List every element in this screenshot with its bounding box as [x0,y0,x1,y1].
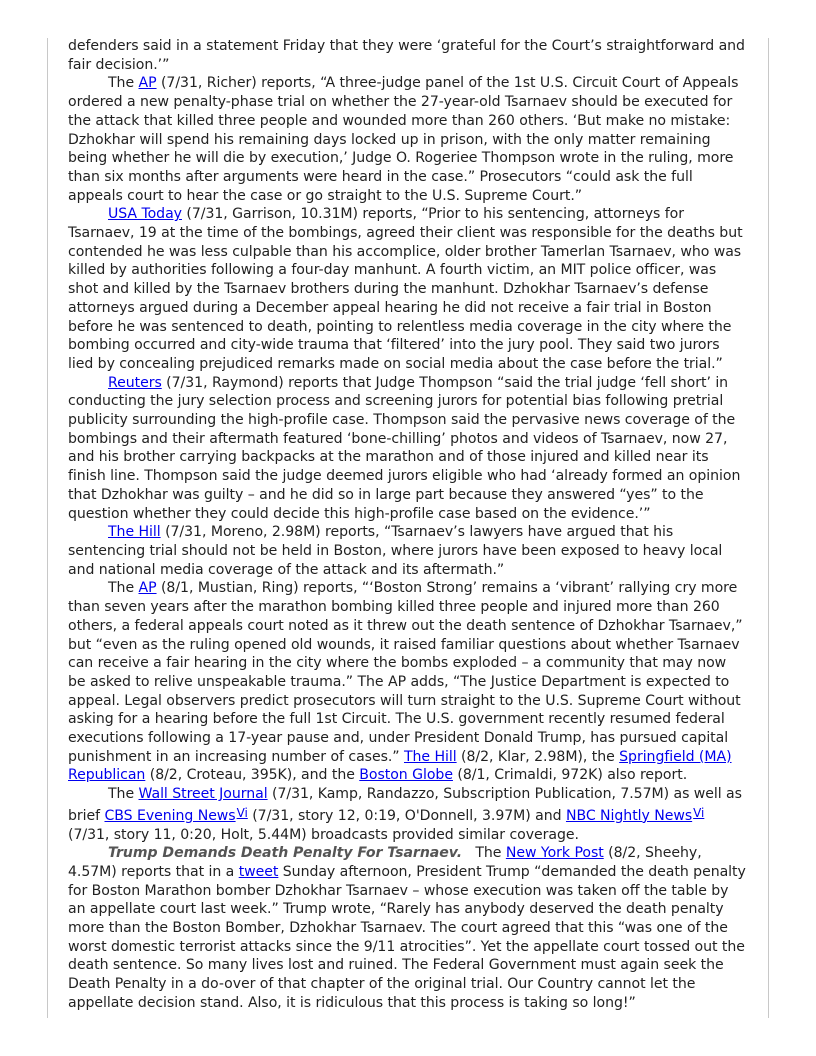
wall-street-journal-link[interactable]: Wall Street Journal [138,786,268,803]
new-york-post-link[interactable]: New York Post [505,845,604,862]
video-icon[interactable]: Vi [236,805,248,820]
paragraph-reuters: Reuters (7/31, Raymond) reports that Judge Thompson “said the trial judge ‘fell short’ in conducting the jury selection process and screening jurors for potential bias following pretrial publicity surrounding the high-profile case. Thompson said the pervasive news coverage of the bombings and their aftermath featured ‘bone-chilling’ photos and videos of Tsarnaev, now 27, and his brother carrying backpacks at the marathon and of those injured and killed near its finish line. Thompson said the judge deemed jurors eligible who had ‘already formed an opinion that Dzhokhar was guilty – and he did so in large part because they answered “yes” to the question whether they could decide this high-profile case based on the evidence.’” [68,374,741,522]
paragraph-ap-mustian: The AP (8/1, Mustian, Ring) reports, “‘Boston Strong’ remains a ‘vibrant’ rallying cry more than seven years after the marathon bombing killed three people and injured more than 260 others, a federal appeals court noted as it threw out the death sentence of Dzhokhar Tsarnaev,” but “even as the ruling opened old wounds, it raised familiar questions about whether Tsarnaev can receive a fair hearing in the city where the bombs exploded – a community that may now be asked to relive unspeakable trauma.” The AP adds, “The Justice Department is expected to appeal. Legal observers predict prosecutors will turn straight to the U.S. Supreme Court without asking for a hearing before the full 1st Circuit. The U.S. government recently resumed federal executions following a 17-year pause and, under President Donald Trump, has pursued capital punishment in an increasing number of cases.” The Hill (8/2, Klar, 2.98M), the Springfield (MA) Republican (8/2, Croteau, 395K), and the Boston Globe (8/1, Crimaldi, 972K) also report. [68,580,743,784]
nbc-nightly-news-link[interactable]: NBC Nightly News [565,807,693,824]
reuters-link[interactable]: Reuters [108,374,162,391]
usa-today-link[interactable]: USA Today [108,206,182,223]
ap-link-2[interactable]: AP [138,580,157,597]
paragraph-the-hill: The Hill (7/31, Moreno, 2.98M) reports, “Tsarnaev’s lawyers have argued that his sentencing trial should not be held in Boston, where jurors have been exposed to heavy local and national media coverage of the attack and its aftermath.” [68,524,723,578]
cbs-evening-news-link[interactable]: CBS Evening News [104,807,236,824]
story-headline: Trump Demands Death Penalty For Tsarnaev. [108,845,463,862]
paragraph-ap-richer: The AP (7/31, Richer) reports, “A three-judge panel of the 1st U.S. Circuit Court of Appeals ordered a new penalty-phase trial on whether the 27-year-old Tsarnaev should be executed for the attack that killed three people and wounded more than 260 others. ‘But make no mistake: Dzhokhar will spend his remaining days locked up in prison, with the only matter remaining being whether he will die by execution,’ Judge O. Rogeriee Thompson wrote in the ruling, more than six months after arguments were heard in the case.” Prosecutors “could ask the full appeals court to hear the case or go straight to the U.S. Supreme Court.” [68,75,739,204]
document-body [68,37,748,1013]
paragraph-trump-tweet: Trump Demands Death Penalty For Tsarnaev. The New York Post (8/2, Sheehy, 4.57M) reports that in a tweet Sunday afternoon, President Trump “demanded the death penalty for Boston Marathon bomber Dzhokhar Tsarnaev – whose execution was taken off the table by an appellate court last week.” Trump wrote, “Rarely has anybody deserved the death penalty more than the Boston Bomber, Dzhokhar Tsarnaev. The court agreed that this “was one of the worst domestic terrorist attacks since the 9/11 atrocities”. Yet the appellate court tossed out the death sentence. So many lives lost and ruined. The Federal Government must again seek the Death Penalty in a do-over of that chapter of the original trial. Our Country cannot let the appellate decision stand. Also, it is ridiculous that this process is taking so long!” [68,845,746,1011]
paragraph-1: defenders said in a statement Friday that they were ‘grateful for the Court’s straightforward and fair decision.’” [68,38,745,73]
video-icon[interactable]: Vi [693,805,705,820]
boston-globe-link[interactable]: Boston Globe [359,767,453,784]
paragraph-usa-today: USA Today (7/31, Garrison, 10.31M) reports, “Prior to his sentencing, attorneys for Tsarnaev, 19 at the time of the bombings, agreed their client was responsible for the deaths but contended he was less culpable than his accomplice, older brother Tamerlan Tsarnaev, who was killed by authorities following a four-day manhunt. A fourth victim, an MIT police officer, was shot and killed by the Tsarnaev brothers during the manhunt. Dzhokhar Tsarnaev’s defense attorneys argued during a December appeal hearing he did not receive a fair trial in Boston before he was sentenced to death, pointing to relentless media coverage in the city where the bombing occurred and city-wide trauma that ‘filtered’ into the jury pool. They said two jurors lied by concealing prejudiced remarks made on social media about the case before the trial.” [68,206,743,372]
springfield-republican-link[interactable]: Springfield (MA) Republican [68,748,732,784]
the-hill-link-2[interactable]: The Hill [403,748,457,765]
paragraph-wsj: The Wall Street Journal (7/31, Kamp, Randazzo, Subscription Publication, 7.57M) as well as brief CBS Evening NewsVi (7/31, story 12, 0:19, O'Donnell, 3.97M) and NBC Nightly NewsVi (7/31, story 11, 0:20, Holt, 5.44M) broadcasts provided similar coverage. [68,786,742,843]
ap-link[interactable]: AP [138,75,157,92]
left-margin-rule [47,38,48,1018]
the-hill-link[interactable]: The Hill [108,524,161,541]
tweet-link[interactable]: tweet [238,863,279,880]
right-margin-rule [768,38,769,1018]
